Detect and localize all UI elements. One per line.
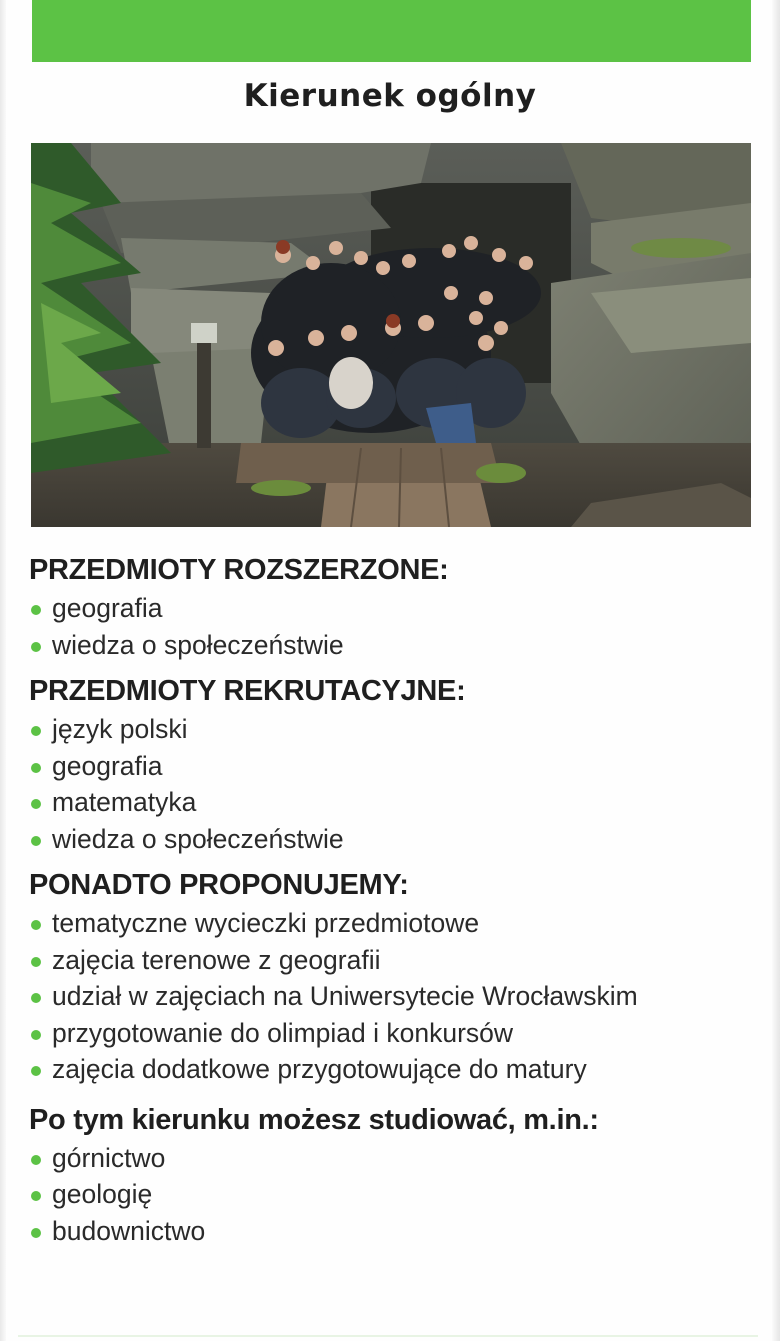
list-item [29,627,759,664]
group-photo [31,143,751,527]
bottom-divider [18,1335,758,1337]
bullet-icon [31,1155,41,1165]
list-item-text: przygotowanie do olimpiad i konkursów [52,1017,514,1048]
list-item [29,942,759,979]
list-item-text: geografia [52,750,163,781]
bullet-list [29,905,759,1088]
list-item [29,821,759,858]
list-item-text: górnictwo [52,1142,166,1173]
page-edge-left [0,0,6,1341]
list-item [29,1140,759,1177]
list-item [29,711,759,748]
section-additional-offer [29,865,759,1088]
bullet-icon [31,957,41,967]
section-recruitment-subjects [29,671,759,857]
bullet-icon [31,1191,41,1201]
section-heading: PRZEDMIOTY ROZSZERZONE: [29,554,449,586]
list-item [29,748,759,785]
bullet-icon [31,799,41,809]
list-item-text: zajęcia dodatkowe przygotowujące do matury [52,1054,587,1084]
page-title: Kierunek ogólny [243,78,537,114]
bullet-icon [31,763,41,773]
list-item [29,978,759,1015]
bullet-icon [31,1030,41,1040]
list-item [29,1051,759,1088]
list-item-text: matematyka [52,787,197,817]
bullet-icon [31,836,41,846]
list-item-text: tematyczne wycieczki przedmiotowe [52,908,480,938]
bullet-list [29,711,759,857]
list-item [29,784,759,821]
section-heading: PONADTO PROPONUJEMY: [29,869,409,901]
list-item [29,590,759,627]
bullet-icon [31,642,41,652]
bullet-icon [31,993,41,1003]
bullet-list [29,1140,759,1250]
list-item [29,1015,759,1052]
list-item-text: budownictwo [52,1215,206,1246]
section-heading: PRZEDMIOTY REKRUTACYJNE: [29,675,466,707]
list-item-text: wiedza o społeczeństwie [52,823,344,854]
page-edge-right [772,0,780,1341]
section-heading: Po tym kierunku możesz studiować, m.in.: [29,1103,599,1136]
bullet-icon [31,1066,41,1076]
group-photo-icon [31,143,751,527]
section-study-options [29,1100,759,1250]
bullet-icon [31,1228,41,1238]
bullet-icon [31,605,41,615]
bullet-icon [31,726,41,736]
list-item [29,1213,759,1250]
list-item-text: geografia [52,593,163,623]
list-item-text: wiedza o społeczeństwie [52,629,344,660]
header-accent-bar [32,0,751,62]
bullet-icon [31,920,41,930]
list-item-text: język polski [52,714,188,744]
list-item [29,905,759,942]
section-extended-subjects [29,550,759,663]
list-item-text: geologię [52,1179,153,1209]
bullet-list [29,590,759,663]
list-item-text: zajęcia terenowe z geografii [52,944,381,975]
list-item-text: udział w zajęciach na Uniwersytecie Wrocławskim [52,981,638,1011]
list-item [29,1176,759,1213]
content-area [29,550,759,1255]
